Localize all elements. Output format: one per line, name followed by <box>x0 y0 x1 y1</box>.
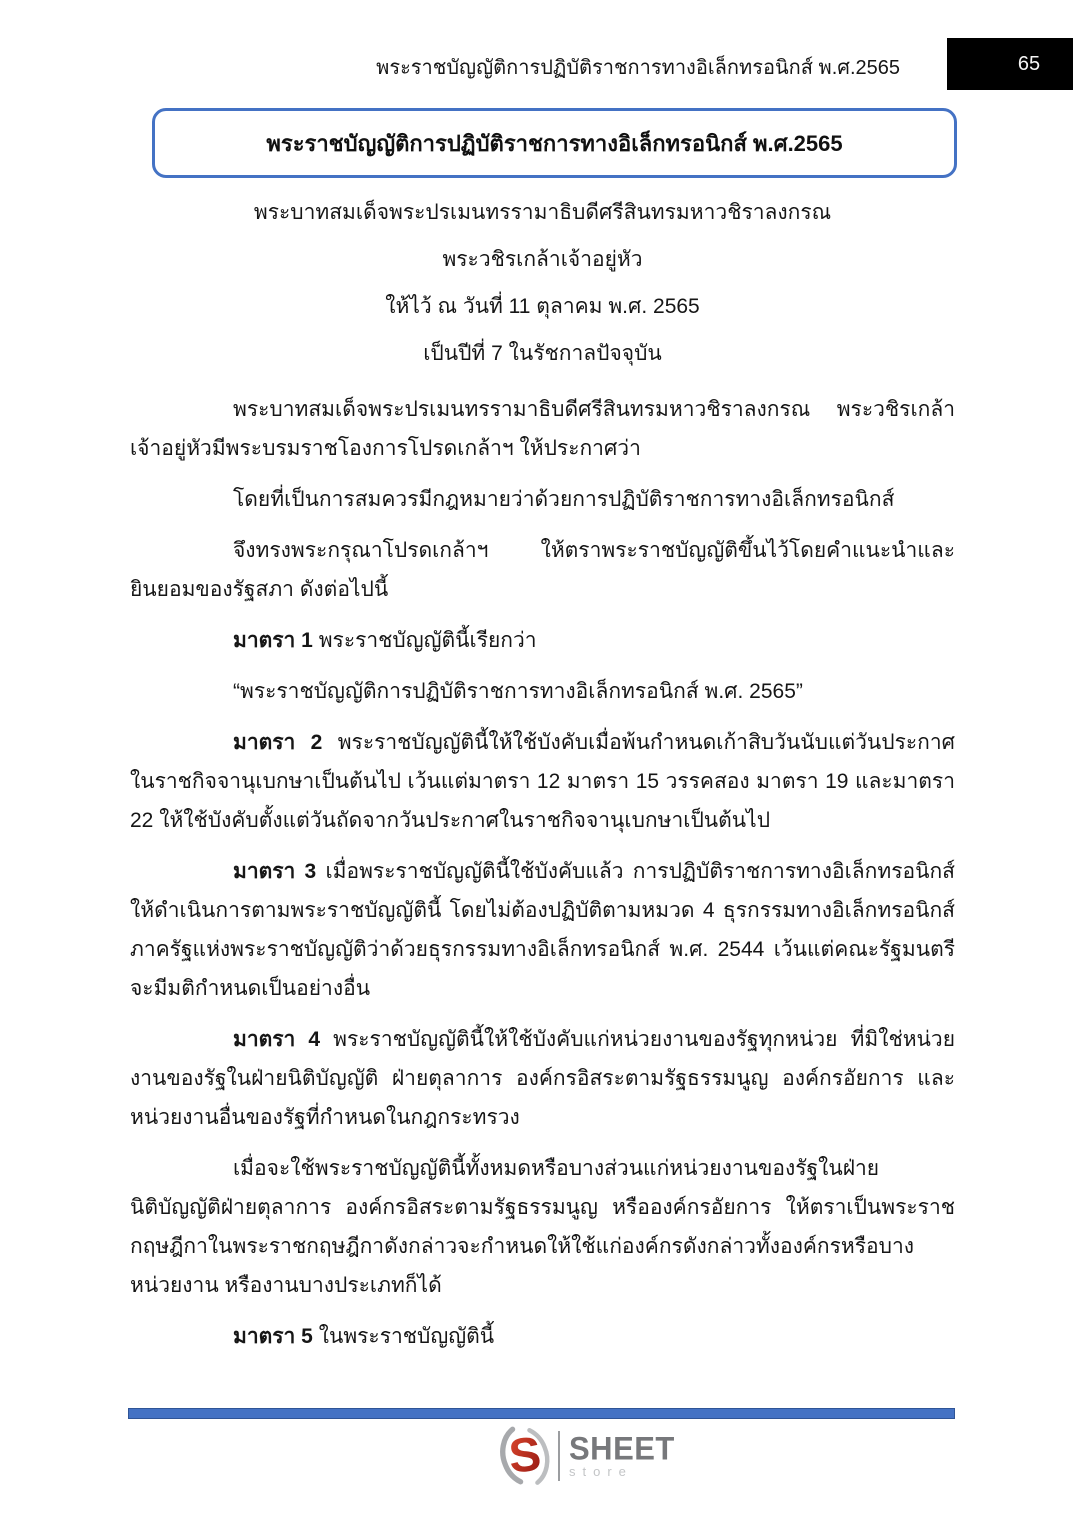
paragraph-text: จึงทรงพระกรุณาโปรดเกล้าฯ ให้ตราพระราชบัญญัติขึ้นไว้โดยคำแนะนำและยินยอมของรัฐสภา ดังต่อไปนี้ <box>130 539 955 601</box>
footer-logo <box>498 1424 675 1488</box>
paragraph-text: โดยที่เป็นการสมควรมีกฎหมายว่าด้วยการปฏิบัติราชการทางอิเล็กทรอนิกส์ <box>233 488 895 511</box>
paragraph <box>130 480 955 519</box>
svg-text:S: S <box>506 1427 544 1484</box>
act-title: พระราชบัญญัติการปฏิบัติราชการทางอิเล็กทรอนิกส์ พ.ศ.2565 <box>266 130 843 156</box>
paragraph-text: พระราชบัญญัตินี้ให้ใช้บังคับแก่หน่วยงานของรัฐทุกหน่วย ที่มิใช่หน่วยงานของรัฐในฝ่ายนิติบัญญัติ ฝ่ายตุลาการ องค์กรอิสระตามรัฐธรรมนูญ องค์กรอัยการ และหน่วยงานอื่นของรัฐที่กำหนดในกฎกระทรวง <box>130 1028 955 1129</box>
section-paragraph <box>130 1317 955 1356</box>
paragraph-text: ในพระราชบัญญัตินี้ <box>318 1325 495 1348</box>
section-label: มาตรา 2 <box>233 731 338 754</box>
preamble-line: เป็นปีที่ 7 ในรัชกาลปัจจุบัน <box>423 342 662 365</box>
brand-subtitle: store <box>569 1463 633 1479</box>
footer-divider-bar <box>128 1408 955 1419</box>
section-label: มาตรา 3 <box>233 860 326 883</box>
preamble-line: ให้ไว้ ณ วันที่ 11 ตุลาคม พ.ศ. 2565 <box>385 295 700 318</box>
page-number-badge <box>947 38 1073 90</box>
page-number: 65 <box>1017 52 1041 75</box>
sheet-store-logo-icon <box>498 1424 552 1488</box>
section-paragraph <box>130 723 955 840</box>
paragraph-text: “พระราชบัญญัติการปฏิบัติราชการทางอิเล็กทรอนิกส์ พ.ศ. 2565” <box>233 680 803 703</box>
section-label: มาตรา 4 <box>233 1028 334 1051</box>
brand-name: SHEET <box>569 1429 675 1467</box>
paragraph <box>130 1149 955 1305</box>
preamble-block <box>130 193 955 381</box>
section-label: มาตรา 1 <box>233 629 319 652</box>
paragraph <box>130 531 955 609</box>
preamble-line: พระวชิรเกล้าเจ้าอยู่หัว <box>442 248 643 271</box>
logo-divider <box>558 1431 560 1481</box>
paragraph-text: พระราชบัญญัตินี้ให้ใช้บังคับเมื่อพ้นกำหนดเก้าสิบวันนับแต่วันประกาศในราชกิจจานุเบกษาเป็นต้นไป เว้นแต่มาตรา 12 มาตรา 15 วรรคสอง มาตรา 19 และมาตรา 22 ให้ใช้บังคับตั้งแต่วันถัดจากวันประกาศในราชกิจจานุเบกษาเป็นต้นไป <box>130 731 955 832</box>
paragraph <box>130 390 955 468</box>
section-paragraph <box>130 621 955 660</box>
running-header-title: พระราชบัญญัติการปฏิบัติราชการทางอิเล็กทรอนิกส์ พ.ศ.2565 <box>376 57 900 79</box>
act-title-box <box>152 108 957 178</box>
paragraph <box>130 672 955 711</box>
section-paragraph <box>130 852 955 1008</box>
body-text-block <box>130 390 955 1368</box>
paragraph-text: เมื่อจะใช้พระราชบัญญัตินี้ทั้งหมดหรือบางส่วนแก่หน่วยงานของรัฐในฝ่ายนิติบัญญัติฝ่ายตุลาการ องค์กรอิสระตามรัฐธรรมนูญ หรือองค์กรอัยการ ให้ตราเป็นพระราชกฤษฎีกาในพระราชกฤษฎีกาดังกล่าวจะกำหนดให้ใช้แก่องค์กรดังกล่าวทั้งองค์กรหรือบางหน่วยงาน หรืองานบางประเภทก็ได้ <box>130 1157 955 1297</box>
paragraph-text: พระบาทสมเด็จพระปรเมนทรรามาธิบดีศรีสินทรมหาวชิราลงกรณ พระวชิรเกล้าเจ้าอยู่หัวมีพระบรมราชโองการโปรดเกล้าฯ ให้ประกาศว่า <box>130 398 955 460</box>
brand-text-block <box>569 1429 675 1479</box>
section-paragraph <box>130 1020 955 1137</box>
preamble-line: พระบาทสมเด็จพระปรเมนทรรามาธิบดีศรีสินทรมหาวชิราลงกรณ <box>253 201 832 224</box>
paragraph-text: เมื่อพระราชบัญญัตินี้ใช้บังคับแล้ว การปฏิบัติราชการทางอิเล็กทรอนิกส์ให้ดำเนินการตามพระราชบัญญัตินี้ โดยไม่ต้องปฏิบัติตามหมวด 4 ธุรกรรมทางอิเล็กทรอนิกส์ภาครัฐแห่งพระราชบัญญัติว่าด้วยธุรกรรมทางอิเล็กทรอนิกส์ พ.ศ. 2544 เว้นแต่คณะรัฐมนตรีจะมีมติกำหนดเป็นอย่างอื่น <box>130 860 955 1000</box>
paragraph-text: พระราชบัญญัตินี้เรียกว่า <box>318 629 537 652</box>
section-label: มาตรา 5 <box>233 1325 319 1348</box>
